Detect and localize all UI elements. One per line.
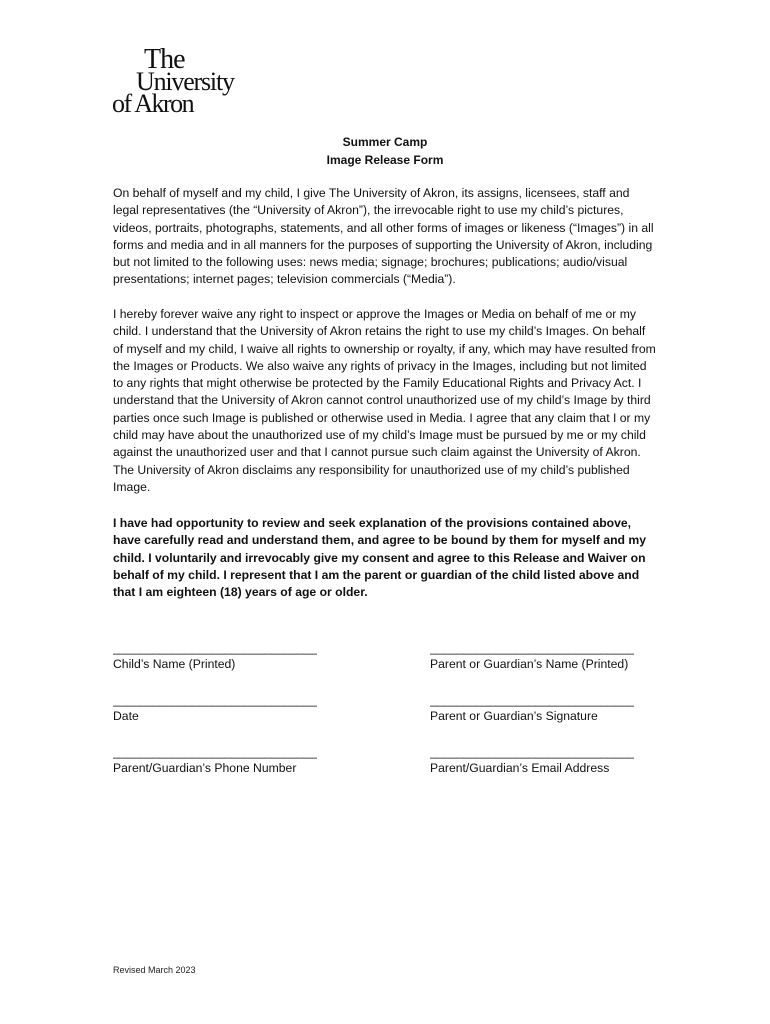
logo-line-of-akron: of Akron [112,89,194,116]
revision-note: Revised March 2023 [113,965,196,975]
parent-name-label: Parent or Guardian’s Name (Printed) [430,657,629,671]
paragraph-consent: I have had opportunity to review and seek explanation of the provisions contained above, have carefully read and understand them, and agree to be bound by them for myself and my child. I voluntarily and irrevocably give my consent and agree to this Release and Waiver on behalf of my child. I represent that I am the parent or guardian of the child listed above and that I am eighteen (18) years of age or older. [113,516,646,600]
date-field[interactable] [113,692,317,724]
logo-line-the: The [144,44,185,75]
signature-line: _______________________________ [430,641,634,655]
form-title: Summer Camp [342,135,428,149]
phone-label: Parent/Guardian’s Phone Number [113,761,297,775]
logo-line-university: University [136,67,234,96]
date-label: Date [113,709,139,723]
phone-field[interactable] [113,744,317,776]
parent-name-field[interactable] [430,640,634,672]
paragraph-waiver: I hereby forever waive any right to inspect or approve the Images or Media on behalf of me or my child. I understand that the University of Akron retains the right to use my child’s Images. On behalf of myself and my child, I waive all rights to ownership or royalty, if any, which may have resulted from the Images or Products. We also waive any rights of privacy in the Images, including but not limited to any rights that might otherwise be protected by the Family Educational Rights and Privacy Act. I understand that the University of Akron cannot control unauthorized use of my child’s Image by third parties once such Image is published or otherwise used in Media. I agree that any claim that I or my child may have about the unauthorized use of my child’s Image must be pursued by me or my child against the unauthorized user and that I cannot pursue such claim against the University of Akron. The University of Akron disclaims any responsibility for unauthorized use of my child’s published Image. [113,307,656,494]
child-name-label: Child’s Name (Printed) [113,657,236,671]
form-subtitle: Image Release Form [326,153,444,167]
signature-line: _______________________________ [113,693,317,707]
signature-line: _______________________________ [113,641,317,655]
email-field[interactable] [430,744,634,776]
parent-signature-field[interactable] [430,692,634,724]
signature-line: _______________________________ [430,693,634,707]
email-label: Parent/Guardian’s Email Address [430,761,610,775]
paragraph-grant-rights: On behalf of myself and my child, I give The University of Akron, its assigns, licensees, staff and legal representatives (the “University of Akron”), the irrevocable right to use my child’s pictures, videos, portraits, photographs, statements, and all other forms of images or likeness (“Images”) in all forms and media and in all manners for the purposes of supporting the University of Akron, including but not limited to the following uses: news media; signage; brochures; publications; audio/visual presentations; internet pages; television commercials (“Media”). [113,186,654,287]
form-title-block [0,133,770,169]
signature-line: _______________________________ [113,745,317,759]
university-logo [112,44,272,116]
parent-signature-label: Parent or Guardian’s Signature [430,709,598,723]
signature-line: _______________________________ [430,745,634,759]
child-name-field[interactable] [113,640,317,672]
